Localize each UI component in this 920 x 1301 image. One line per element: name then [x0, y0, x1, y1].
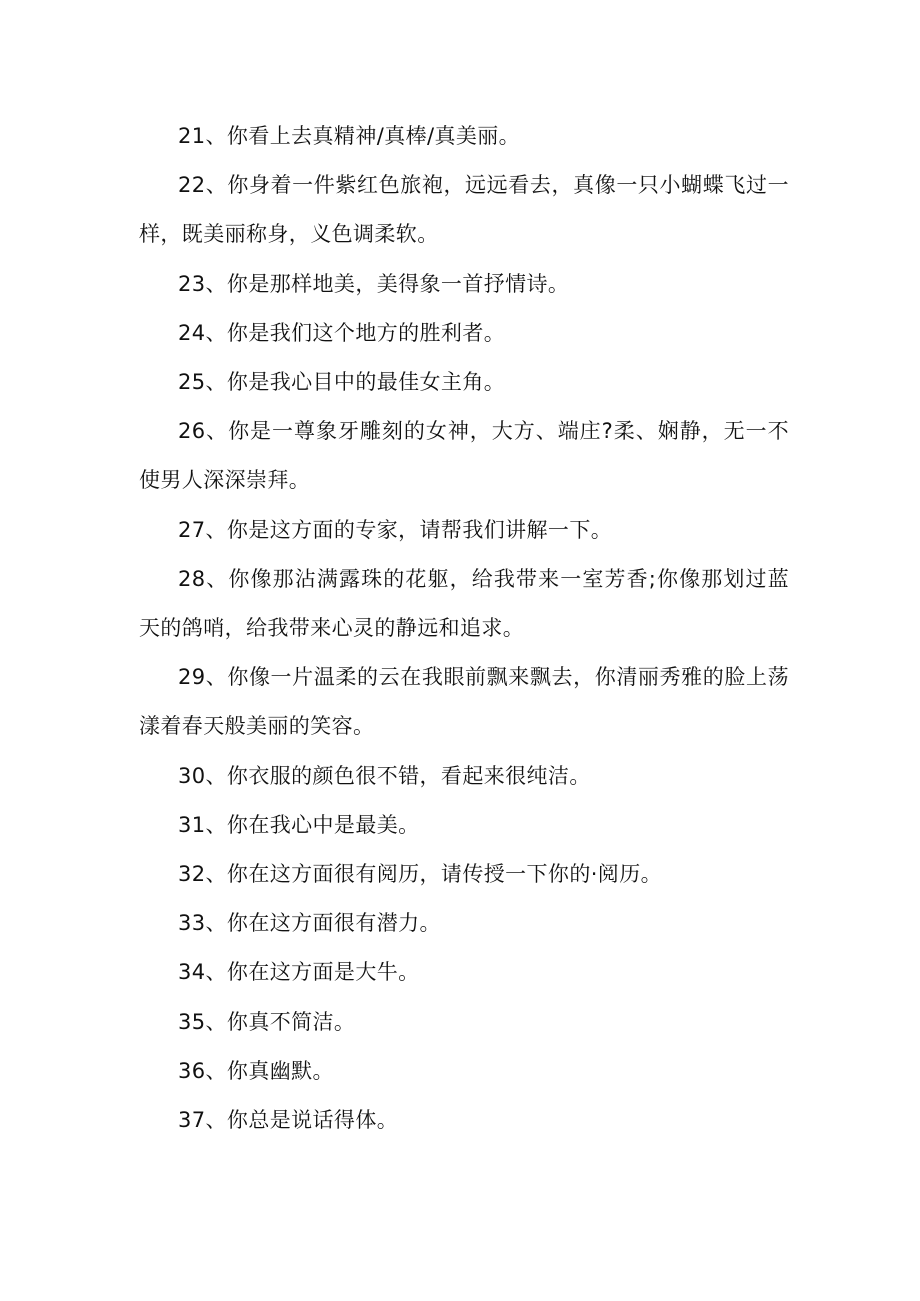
paragraph-32: 32、你在这方面很有阅历，请传授一下你的·阅历。 [178, 862, 662, 887]
paragraph-28: 28、你像那沾满露珠的花躯，给我带来一室芳香;你像那划过蓝天的鸽哨，给我带来心灵的静远和追求。 [139, 566, 789, 641]
paragraph-33: 33、你在这方面很有潜力。 [178, 911, 441, 936]
paragraph-27: 27、你是这方面的专家，请帮我们讲解一下。 [178, 517, 613, 542]
paragraph-36: 36、你真幽默。 [178, 1058, 334, 1083]
paragraph-31: 31、你在我心中是最美。 [178, 812, 420, 837]
document-body [139, 112, 789, 1145]
paragraph-34: 34、你在这方面是大牛。 [178, 960, 420, 985]
paragraph-37: 37、你总是说话得体。 [178, 1108, 399, 1133]
paragraph-29: 29、你像一片温柔的云在我眼前飘来飘去，你清丽秀雅的脸上荡漾着春天般美丽的笑容。 [139, 665, 789, 739]
paragraph-26: 26、你是一尊象牙雕刻的女神，大方、端庄?柔、娴静，无一不使男人深深崇拜。 [139, 419, 789, 493]
paragraph-25: 25、你是我心目中的最佳女主角。 [178, 370, 506, 395]
paragraph-22: 22、你身着一件紫红色旅袍，远远看去，真像一只小蝴蝶飞过一样，既美丽称身，义色调柔软。 [139, 173, 789, 247]
paragraph-35: 35、你真不简洁。 [178, 1009, 356, 1034]
paragraph-30: 30、你衣服的颜色很不错，看起来很纯洁。 [178, 763, 591, 788]
paragraph-21: 21、你看上去真精神/真棒/真美丽。 [178, 124, 521, 148]
paragraph-24: 24、你是我们这个地方的胜利者。 [178, 320, 506, 345]
paragraph-23: 23、你是那样地美，美得象一首抒情诗。 [178, 271, 570, 296]
